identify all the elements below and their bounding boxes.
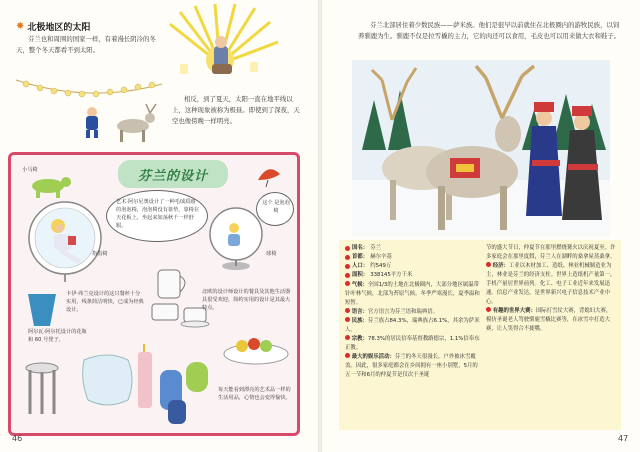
sun-rays-illustration xyxy=(160,4,280,84)
bullet-icon xyxy=(345,353,350,358)
globe-chair-label: 球椅 xyxy=(266,251,277,257)
info-country: 国名： 芬兰 xyxy=(345,244,481,253)
info-capital: 首都： 赫尔辛基 xyxy=(345,253,481,262)
globe-chair-illustration xyxy=(206,204,266,272)
bullet-icon xyxy=(345,335,350,340)
summer-paragraph: 相反，到了夏天，太阳一直在地平线以上，这种现象被称为极昼。即使到了深夜，天空也像傍晚一样明亮。 xyxy=(172,95,300,125)
fruit-bowl-illustration xyxy=(220,330,292,370)
info-fun-contests: 有趣的世界大赛：国际打雪仗大赛，背媳妇大赛，模仿圣诞老人驾驶驯鹿雪橇比赛等，在冰雪中打造大赛，让人笑得合不拢嘴。 xyxy=(486,308,612,332)
bullet-icon xyxy=(345,255,350,260)
bullet-icon xyxy=(345,264,350,269)
info-area: 面积： 338145平方千米 xyxy=(345,271,481,280)
info-climate: 气候：全国1/3的土地在北极圈内，大部分地区属温带针叶林气候，北部为苔原气候。冬季严寒漫长，夏季温和短暂。 xyxy=(345,282,480,306)
info-religion: 宗教：78.3%的居民信奉基督教路德宗，1.1%信奉东正教。 xyxy=(345,336,480,351)
info-economy: 经济：工业以木材加工、造纸、林业机械制造业为主，林业是芬兰的经济支柱。世界上造纸机产量第一，手机产量居世界前列。化工、电子工业近年来发展迅速。信息产业发达，是世界新兴电子信息技术产业中心。 xyxy=(486,263,616,305)
page-number-left: 46 xyxy=(12,434,23,443)
info-recreation-cont: 节的盛大节日，仲夏节在那里燃烧篝火以庆祝夏至。许多家庭会在那里度假，芬兰人在湖畔的桑拿屋蒸桑拿。 xyxy=(486,245,616,260)
bullet-icon xyxy=(345,273,350,278)
teapot-cups-illustration xyxy=(150,262,210,334)
bullet-icon xyxy=(345,281,350,286)
info-ethnicity: 民族：芬兰族占84.3%，瑞典族占6.1%，其余为萨米人。 xyxy=(345,318,480,333)
sami-paragraph: 芬兰北部居住着少数民族——萨米族。他们是很早以前就住在北极圈内的游牧民族，以饲养驯鹿为生。驯鹿不仅是拉雪橇的主力，它的肉还可以食用，毛皮也可以用来做大衣和鞋子。 xyxy=(358,21,621,40)
info-left-column xyxy=(345,244,481,380)
horse-chair-label: 小马椅 xyxy=(22,167,38,173)
star-icon: ✸ xyxy=(16,21,25,32)
design-panel-title: 芬兰的设计 xyxy=(118,160,228,188)
glass-vases-illustration xyxy=(78,340,218,430)
glass-note: 每天能看到漂亮的艺术品一样的生活用品，心情也会变得愉快。 xyxy=(218,387,291,401)
child-reindeer-illustration xyxy=(78,100,168,146)
sami-reindeer-illustration xyxy=(352,60,610,236)
section-title: ✸ 北极地区的太阳 xyxy=(16,21,91,33)
blue-cup-illustration xyxy=(22,290,62,330)
cup-note: 卡伊·弗兰克设计的这只餐杯十分实用，线条简洁明快，已成为经典设计。 xyxy=(66,291,144,313)
globe-chair-note: 这个 是泡泡椅 xyxy=(262,200,290,214)
stool-illustration xyxy=(22,360,62,416)
vase-stool-note: 阿尔瓦·阿尔托设计的花瓶和 60 号凳子。 xyxy=(28,329,87,343)
info-recreation: 最大的娱乐活动：芬兰的冬天很漫长，户外被冰雪覆盖。因此，很多家庭都会在乡间拥有一座小别墅，5月的五一节和6月的仲夏节是仅次于圣诞 xyxy=(345,354,478,378)
info-language: 语言：官方语言为芬兰语和瑞典语。 xyxy=(345,308,481,317)
red-lamp-illustration xyxy=(254,160,284,188)
bubble-chair-illustration xyxy=(20,196,110,286)
bubble-chair-note: 艺术·阿尔尼奥设计了一种毛绒质感的泡泡椅，泡泡椅没有靠垫，靠椅在天花板上，坐起来如荡秋千一样舒服。 xyxy=(116,199,200,229)
left-page xyxy=(0,0,318,452)
intro-paragraph: 芬兰也和周围的国家一样，有着漫长阴冷的冬天，整个冬天都看不到太阳。 xyxy=(16,35,156,54)
bullet-icon xyxy=(345,317,350,322)
page-number-right: 47 xyxy=(618,434,629,443)
bullet-icon xyxy=(486,262,491,267)
bullet-icon xyxy=(345,308,350,313)
pointy-chair-label: 指指椅 xyxy=(92,251,108,257)
info-right-column xyxy=(486,244,616,334)
bullet-icon xyxy=(345,246,350,251)
tableware-note: 北欧的设计师设计的餐具及其他生活器具很受欢迎，简约实用的设计是其最大特点。 xyxy=(202,289,291,311)
bullet-icon xyxy=(486,307,491,312)
info-population: 人口： 约549万 xyxy=(345,262,481,271)
